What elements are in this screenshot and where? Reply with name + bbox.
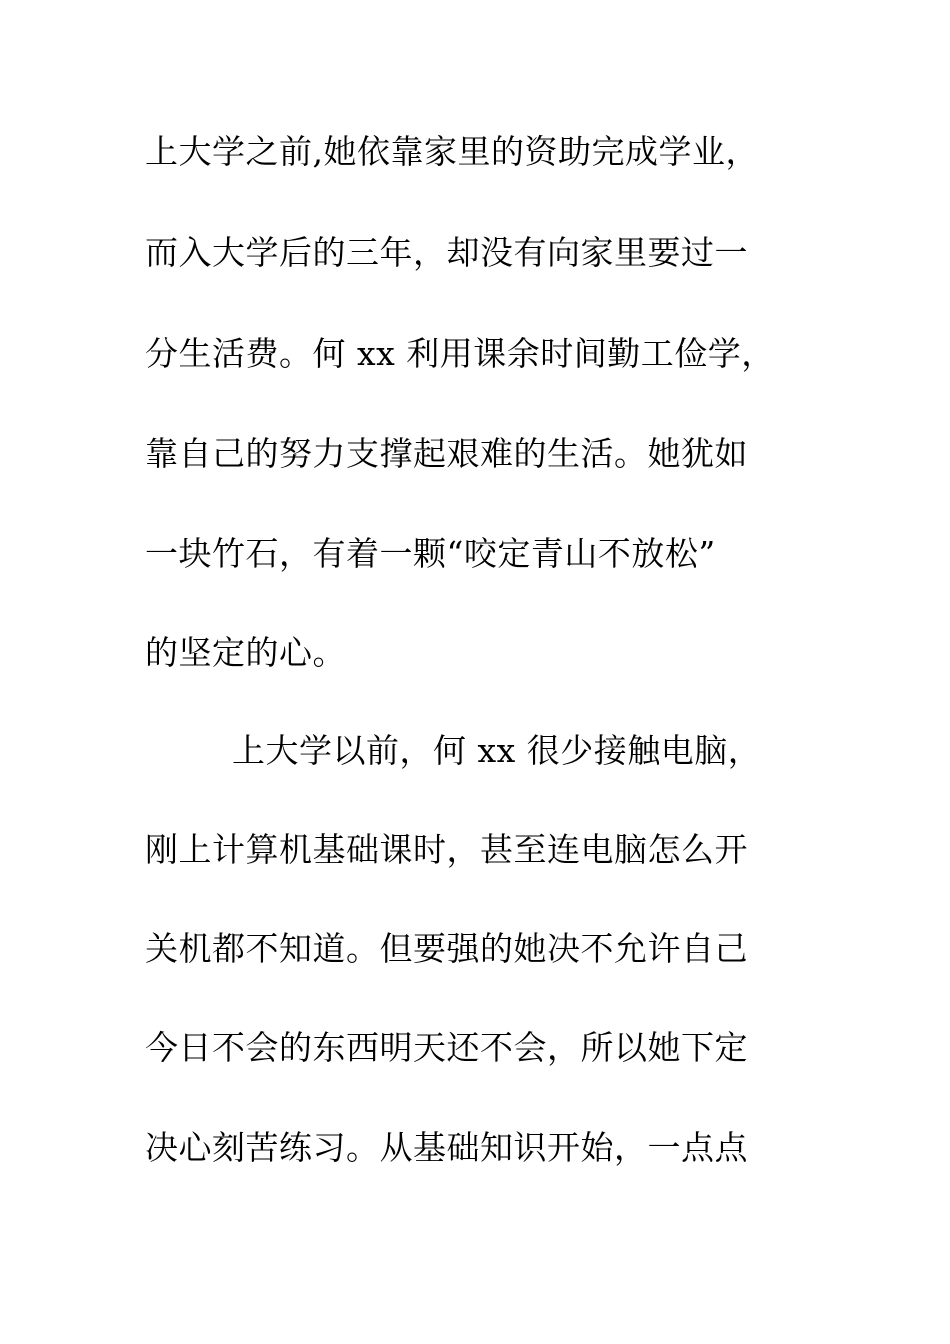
paragraph-2-line-5: 决心刻苦练习。从基础知识开始，一点点 — [145, 1128, 748, 1167]
paragraph-2-line-3: 关机都不知道。但要强的她决不允许自己 — [145, 929, 748, 968]
paragraph-2-line-4: 今日不会的东西明天还不会，所以她下定 — [145, 1028, 748, 1067]
paragraph-1-line-3: 分生活费。何 xx 利用课余时间勤工俭学， — [145, 334, 775, 373]
paragraph-1-line-2: 而入大学后的三年，却没有向家里要过一 — [145, 233, 748, 272]
paragraph-1-line-4: 靠自己的努力支撑起艰难的生活。她犹如 — [145, 434, 748, 473]
paragraph-1-line-5: 一块竹石，有着一颗“咬定青山不放松” — [145, 534, 716, 573]
paragraph-1-line-6: 的坚定的心。 — [145, 633, 346, 672]
paragraph-2-line-2: 刚上计算机基础课时，甚至连电脑怎么开 — [145, 830, 748, 869]
paragraph-2-line-1: 上大学以前，何 xx 很少接触电脑， — [232, 731, 762, 770]
paragraph-1-line-1: 上大学之前,她依靠家里的资助完成学业， — [145, 132, 759, 171]
